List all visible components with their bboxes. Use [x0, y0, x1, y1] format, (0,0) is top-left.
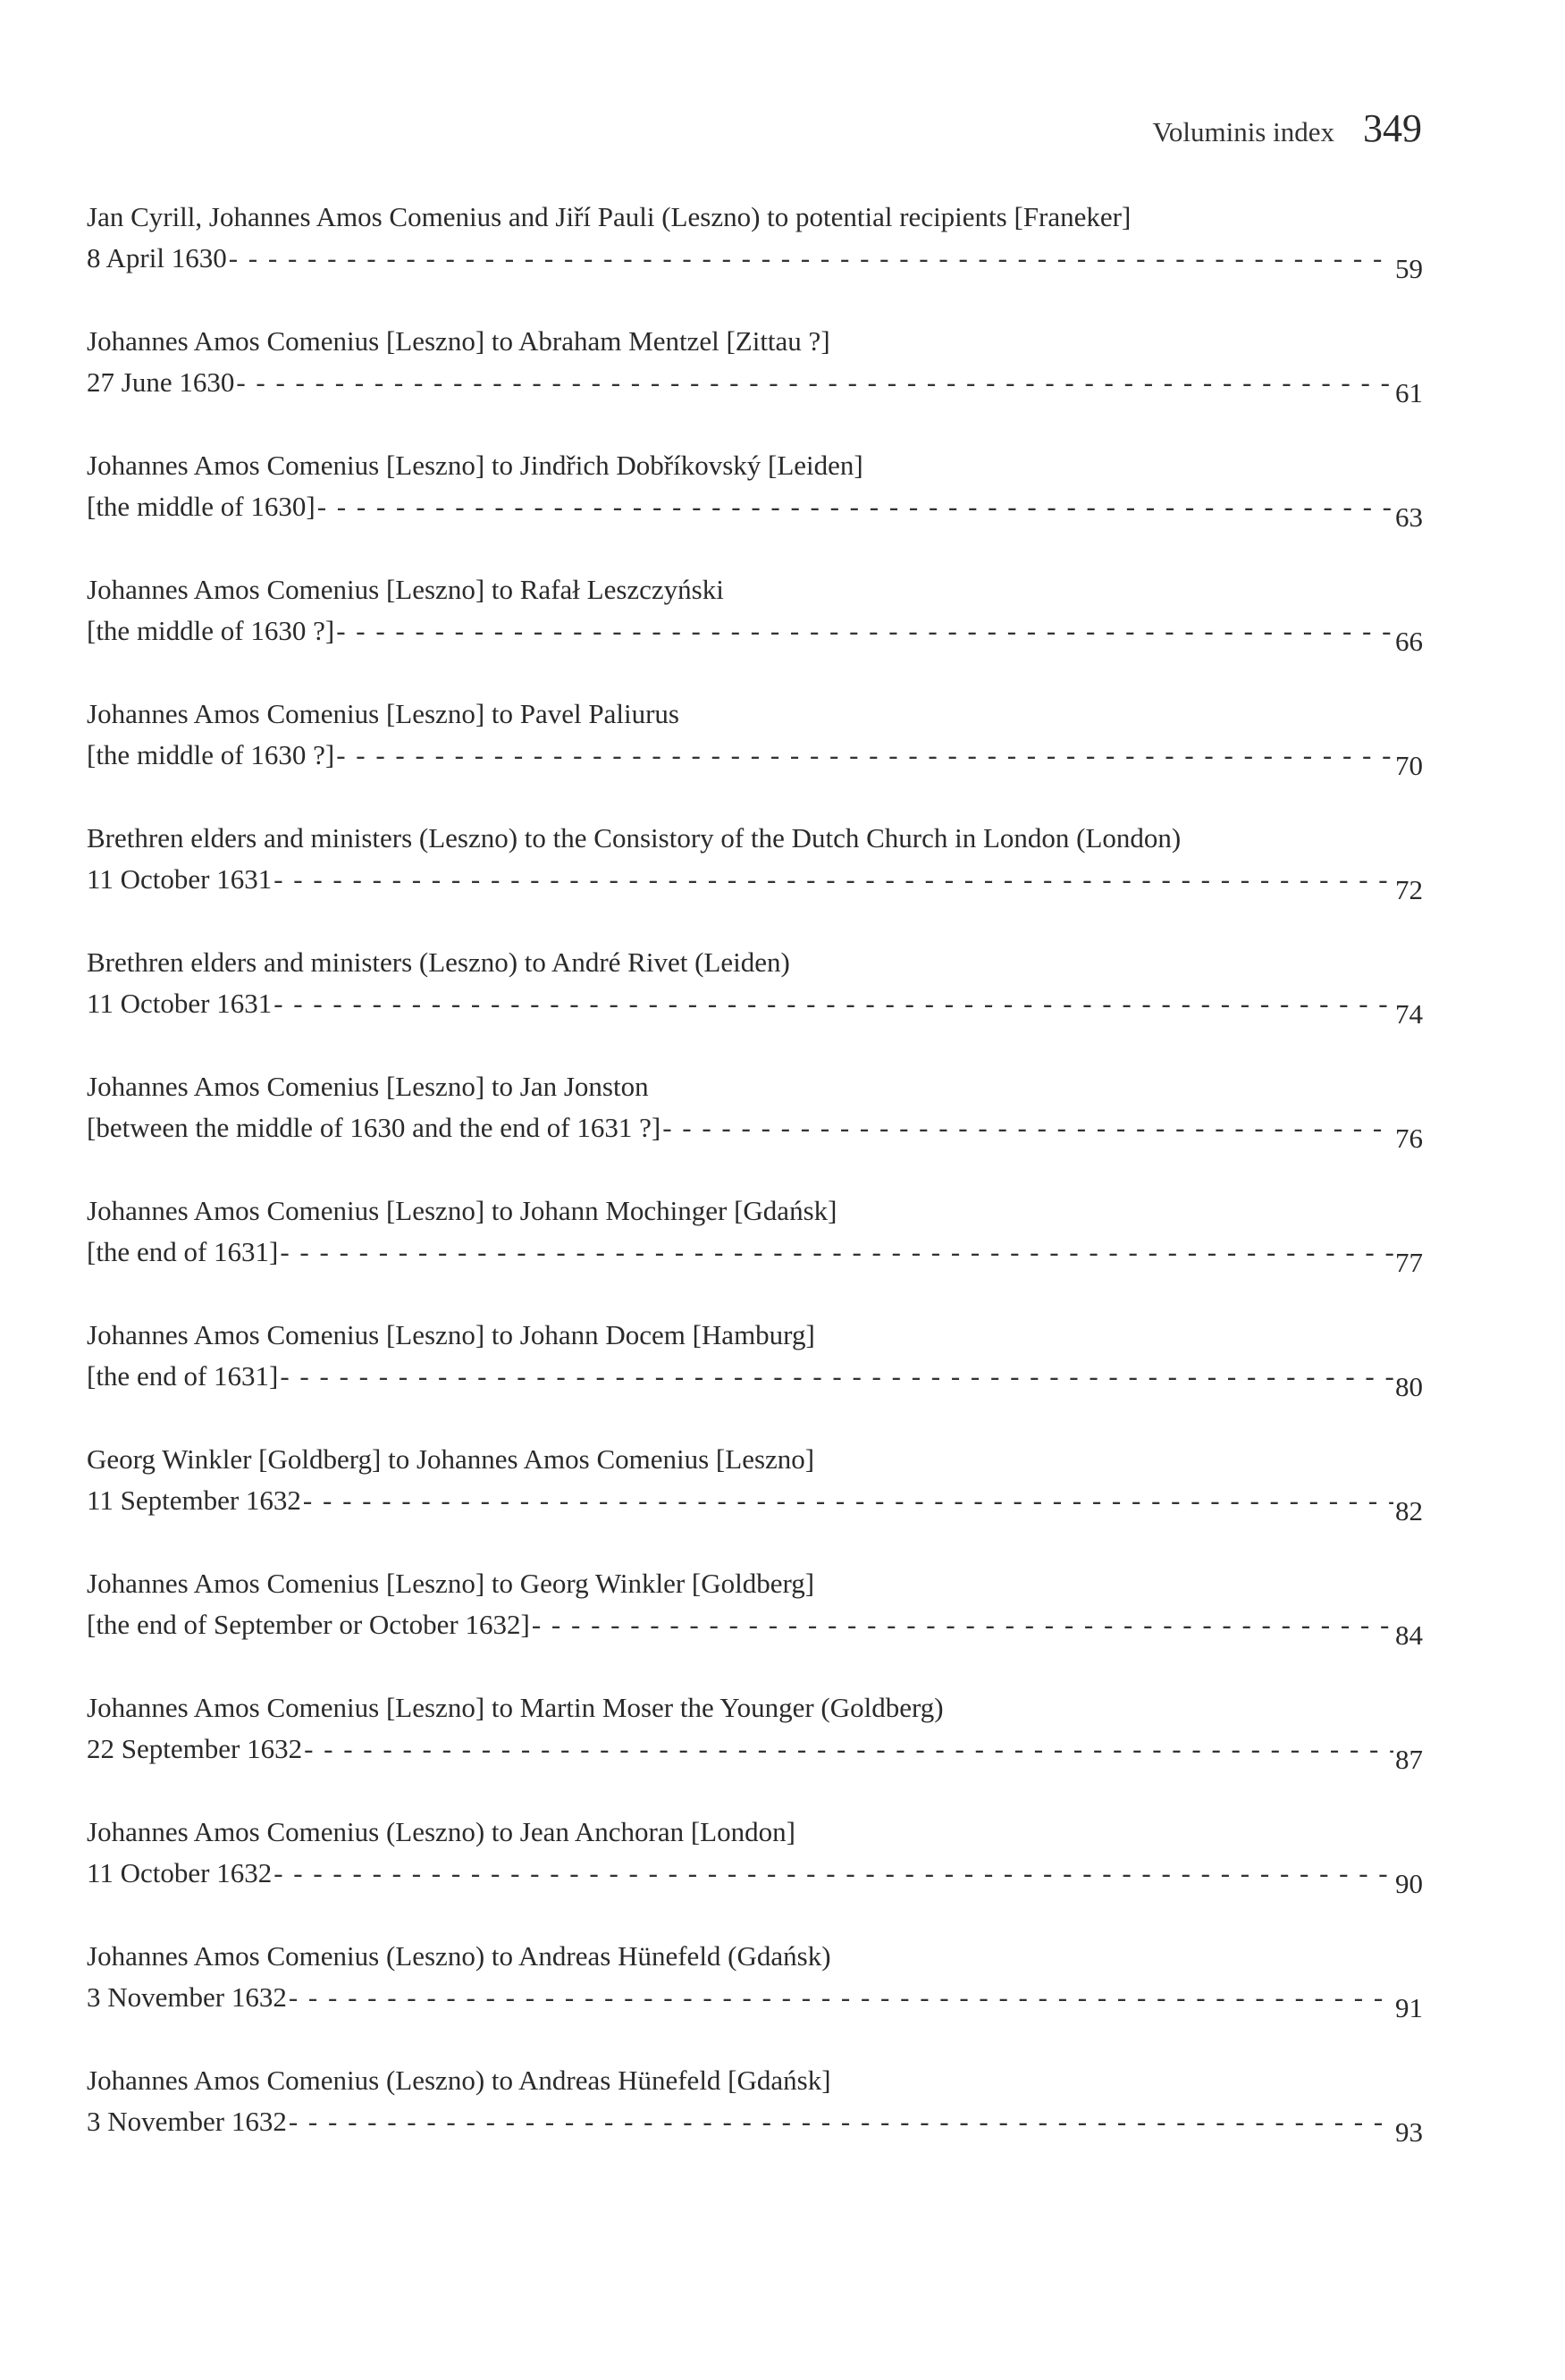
dash-leader	[280, 1356, 1393, 1397]
entry-title: Johannes Amos Comenius [Leszno] to Johann Mochinger [Gdańsk]	[87, 1195, 837, 1226]
entry-date: [the end of 1631]	[87, 1236, 279, 1267]
dash-leader	[303, 1480, 1393, 1521]
entry-title: Georg Winkler [Goldberg] to Johannes Amos Comenius [Leszno]	[87, 1443, 815, 1475]
entry-date-line	[87, 1232, 1423, 1278]
index-entry	[87, 1315, 1423, 1439]
index-entry	[87, 1190, 1423, 1315]
index-entry	[87, 1439, 1423, 1563]
entry-date: [the end of 1631]	[87, 1360, 279, 1392]
index-entry	[87, 1066, 1423, 1190]
entry-title: Jan Cyrill, Johannes Amos Comenius and Jiří Pauli (Leszno) to potential recipients [Franeker]	[87, 201, 1132, 232]
entry-page-number: 66	[1395, 626, 1423, 657]
entry-page-number: 93	[1395, 2116, 1423, 2148]
entry-page-number: 91	[1395, 1992, 1423, 2023]
entry-date: 11 October 1632	[87, 1857, 273, 1888]
entry-page-number: 77	[1395, 1247, 1423, 1278]
index-entry	[87, 1812, 1423, 1936]
dash-leader	[317, 486, 1393, 527]
entry-page-number: 74	[1395, 998, 1423, 1030]
entry-date: 22 September 1632	[87, 1733, 303, 1764]
dash-leader	[304, 1728, 1393, 1770]
index-entry	[87, 818, 1423, 942]
dash-leader	[662, 1107, 1393, 1148]
entry-date-line	[87, 983, 1423, 1030]
dash-leader	[273, 859, 1393, 900]
entry-date: 11 October 1631	[87, 863, 273, 895]
index-entries	[87, 197, 1423, 2184]
entry-page-number: 87	[1395, 1744, 1423, 1775]
entry-date-line	[87, 1356, 1423, 1402]
entry-date-line	[87, 238, 1423, 284]
index-entry	[87, 197, 1423, 321]
dash-leader	[289, 2101, 1393, 2142]
entry-date-line	[87, 1977, 1423, 2023]
entry-title: Johannes Amos Comenius [Leszno] to Johann Docem [Hamburg]	[87, 1319, 815, 1350]
index-entry	[87, 1936, 1423, 2060]
entry-date-line	[87, 362, 1423, 408]
dash-leader	[336, 735, 1393, 776]
entry-date-line	[87, 610, 1423, 657]
index-entry	[87, 694, 1423, 818]
entry-date-line	[87, 1107, 1423, 1154]
entry-date-line	[87, 2101, 1423, 2148]
running-head	[1152, 105, 1422, 151]
entry-title: Johannes Amos Comenius [Leszno] to Abraham Mentzel [Zittau ?]	[87, 325, 830, 357]
page-number: 349	[1363, 106, 1422, 150]
index-entry	[87, 2060, 1423, 2184]
entry-date: 3 November 1632	[87, 2106, 287, 2137]
index-entry	[87, 1687, 1423, 1812]
entry-title: Johannes Amos Comenius [Leszno] to Georg Winkler [Goldberg]	[87, 1568, 815, 1599]
entry-date-line	[87, 1604, 1423, 1651]
dash-leader	[236, 362, 1393, 403]
entry-page-number: 90	[1395, 1868, 1423, 1899]
entry-title: Johannes Amos Comenius [Leszno] to Martin Moser the Younger (Goldberg)	[87, 1692, 944, 1723]
dash-leader	[532, 1604, 1393, 1645]
entry-date: 11 September 1632	[87, 1484, 301, 1516]
entry-title: Brethren elders and ministers (Leszno) to the Consistory of the Dutch Church in London (London)	[87, 822, 1182, 854]
entry-title: Johannes Amos Comenius (Leszno) to Andreas Hünefeld (Gdańsk)	[87, 1940, 831, 1972]
entry-page-number: 76	[1395, 1123, 1423, 1154]
entry-date: [the end of September or October 1632]	[87, 1609, 530, 1640]
entry-page-number: 70	[1395, 750, 1423, 781]
entry-date: 8 April 1630	[87, 242, 227, 273]
entry-date-line	[87, 735, 1423, 781]
entry-date: [the middle of 1630]	[87, 491, 316, 522]
entry-page-number: 82	[1395, 1495, 1423, 1526]
entry-title: Johannes Amos Comenius [Leszno] to Jindřich Dobříkovský [Leiden]	[87, 450, 863, 481]
entry-page-number: 84	[1395, 1619, 1423, 1651]
dash-leader	[273, 1853, 1393, 1894]
entry-title: Johannes Amos Comenius (Leszno) to Jean Anchoran [London]	[87, 1816, 795, 1847]
entry-page-number: 72	[1395, 874, 1423, 905]
index-entry	[87, 942, 1423, 1066]
index-entry	[87, 569, 1423, 694]
entry-title: Johannes Amos Comenius (Leszno) to Andreas Hünefeld [Gdańsk]	[87, 2065, 831, 2096]
dash-leader	[336, 610, 1393, 652]
entry-title: Johannes Amos Comenius [Leszno] to Rafał Leszczyński	[87, 574, 724, 605]
entry-date: [the middle of 1630 ?]	[87, 739, 335, 770]
entry-date: 11 October 1631	[87, 988, 273, 1019]
entry-date: [the middle of 1630 ?]	[87, 615, 335, 646]
entry-page-number: 59	[1395, 253, 1423, 284]
dash-leader	[289, 1977, 1393, 2018]
entry-date-line	[87, 1728, 1423, 1775]
entry-date: 27 June 1630	[87, 366, 235, 398]
entry-title: Brethren elders and ministers (Leszno) to André Rivet (Leiden)	[87, 946, 790, 978]
index-entry	[87, 321, 1423, 445]
entry-date-line	[87, 1853, 1423, 1899]
entry-date-line	[87, 486, 1423, 533]
running-title: Voluminis index	[1152, 116, 1334, 147]
entry-date-line	[87, 1480, 1423, 1526]
dash-leader	[229, 238, 1393, 279]
entry-title: Johannes Amos Comenius [Leszno] to Jan Jonston	[87, 1071, 649, 1102]
entry-title: Johannes Amos Comenius [Leszno] to Pavel Paliurus	[87, 698, 679, 729]
entry-page-number: 80	[1395, 1371, 1423, 1402]
entry-date: [between the middle of 1630 and the end of 1631 ?]	[87, 1112, 661, 1143]
index-entry	[87, 1563, 1423, 1687]
dash-leader	[273, 983, 1393, 1024]
entry-date-line	[87, 859, 1423, 905]
entry-page-number: 61	[1395, 377, 1423, 408]
entry-page-number: 63	[1395, 501, 1423, 533]
dash-leader	[280, 1232, 1393, 1273]
entry-date: 3 November 1632	[87, 1981, 287, 2013]
index-entry	[87, 445, 1423, 569]
